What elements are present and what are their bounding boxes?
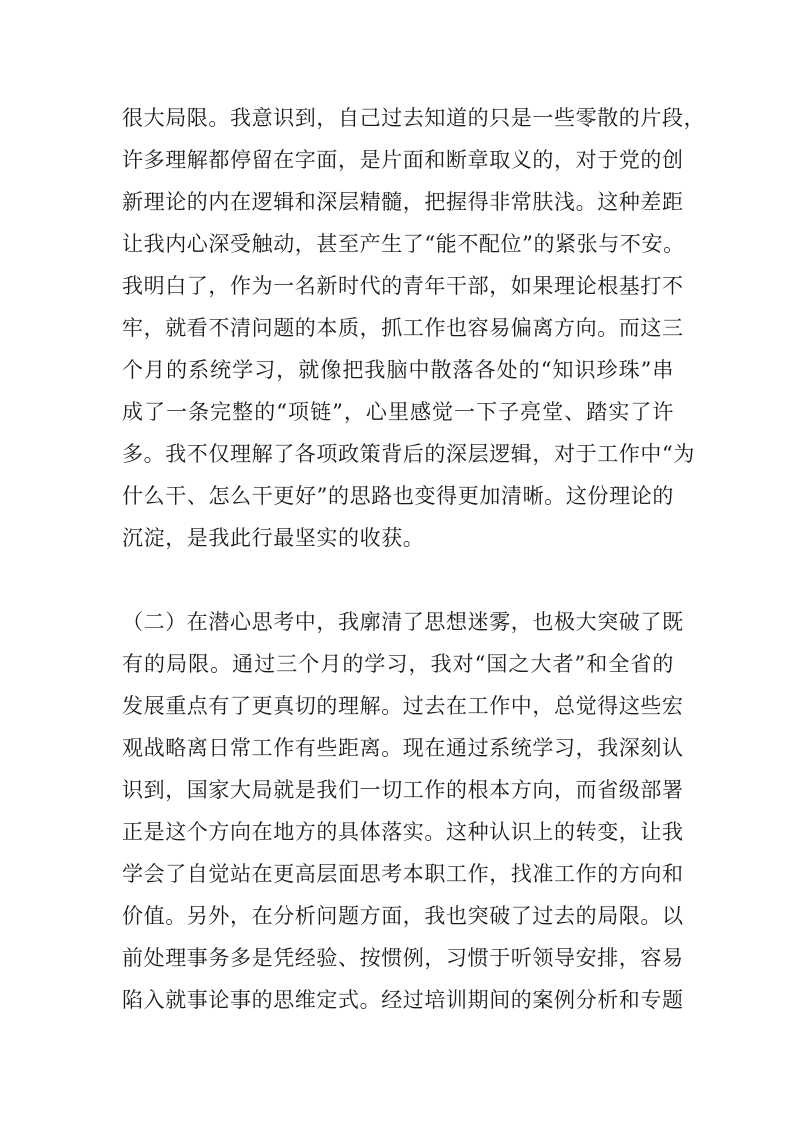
paragraph-1-last-line: 沉淀，是我此行最坚实的收获。 [122, 526, 425, 550]
paragraph-2-line: 识到，国家大局就是我们一切工作的根本方向，而省级部署 [122, 778, 684, 802]
paragraph-1-line: 成了一条完整的“项链”，心里感觉一下子亮堂、踏实了许 [122, 400, 674, 424]
paragraph-1-line: 多。我不仅理解了各项政策背后的深层逻辑，对于工作中“为 [122, 442, 695, 466]
paragraph-1-line: 什么干、怎么干更好”的思路也变得更加清晰。这份理论的 [122, 484, 674, 508]
paragraph-2-line: 观战略离日常工作有些距离。现在通过系统学习，我深刻认 [122, 736, 684, 760]
paragraph-1-line: 牢，就看不清问题的本质，抓工作也容易偏离方向。而这三 [122, 316, 684, 340]
paragraph-1-line: 新理论的内在逻辑和深层精髓，把握得非常肤浅。这种差距 [122, 190, 684, 214]
paragraph-1-line: 让我内心深受触动，甚至产生了“能不配位”的紧张与不安。 [122, 232, 685, 256]
paragraph-1-line: 个月的系统学习，就像把我脑中散落各处的“知识珍珠”串 [122, 358, 674, 382]
paragraph-2-line: 学会了自觉站在更高层面思考本职工作，找准工作的方向和 [122, 862, 684, 886]
paragraph-2-line: （二）在潜心思考中，我廓清了思想迷雾，也极大突破了既 [122, 610, 684, 634]
paragraph-2-line: 陷入就事论事的思维定式。经过培训期间的案例分析和专题 [122, 988, 684, 1012]
paragraph-2-line: 有的局限。通过三个月的学习，我对“国之大者”和全省的 [122, 652, 674, 676]
paragraph-1-line: 我明白了，作为一名新时代的青年干部，如果理论根基打不 [122, 274, 684, 298]
paragraph-2-line: 前处理事务多是凭经验、按惯例，习惯于听领导安排，容易 [122, 946, 684, 970]
paragraph-1-line: 许多理解都停留在字面，是片面和断章取义的，对于党的创 [122, 148, 684, 172]
paragraph-2-line: 发展重点有了更真切的理解。过去在工作中，总觉得这些宏 [122, 694, 684, 718]
paragraph-2-line: 正是这个方向在地方的具体落实。这种认识上的转变，让我 [122, 820, 684, 844]
paragraph-1-line: 很大局限。我意识到，自己过去知道的只是一些零散的片段， [122, 106, 706, 130]
paragraph-2-line: 价值。另外，在分析问题方面，我也突破了过去的局限。以 [122, 904, 684, 928]
